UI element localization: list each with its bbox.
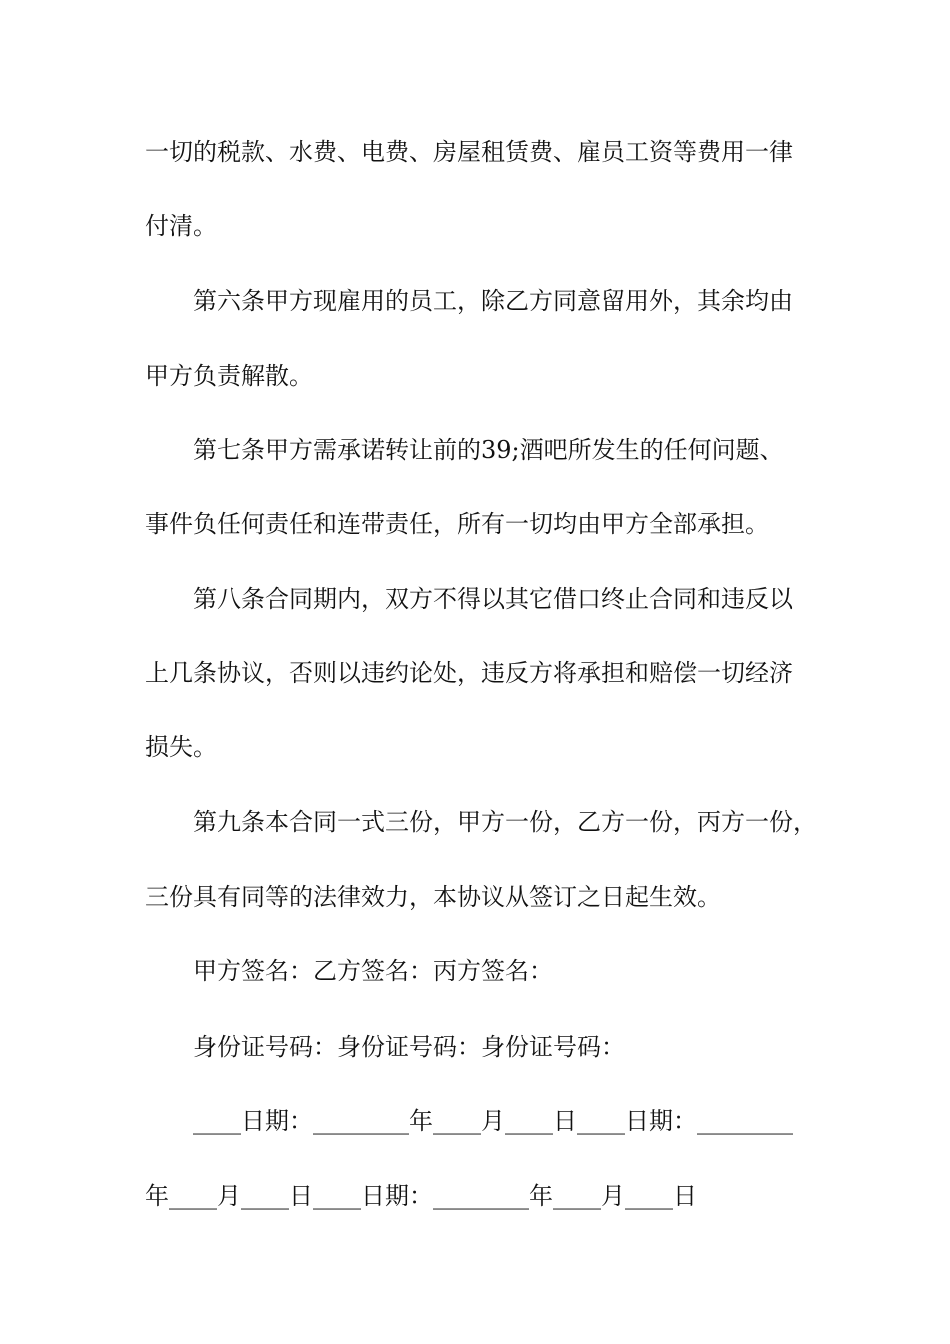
text-line: ____日期：________年____月____日____日期：________ — [193, 1107, 793, 1135]
text-line: 甲方签名：乙方签名：丙方签名： — [193, 957, 553, 985]
text-line: 第八条合同期内，双方不得以其它借口终止合同和违反以 — [193, 585, 793, 613]
text-line: 事件负任何责任和连带责任，所有一切均由甲方全部承担。 — [145, 510, 769, 538]
text-line: 损失。 — [145, 733, 217, 761]
text-line: 上几条协议，否则以违约论处，违反方将承担和赔偿一切经济 — [145, 659, 793, 687]
text-line: 年____月____日____日期：________年____月____日 — [145, 1182, 697, 1210]
text-line: 身份证号码：身份证号码：身份证号码： — [193, 1033, 625, 1061]
text-line: 付清。 — [145, 212, 217, 240]
text-line: 一切的税款、水费、电费、房屋租赁费、雇员工资等费用一律 — [145, 138, 793, 166]
text-line: 第六条甲方现雇用的员工，除乙方同意留用外，其余均由 — [193, 287, 793, 315]
text-line: 甲方负责解散。 — [145, 362, 313, 390]
text-line: 三份具有同等的法律效力，本协议从签订之日起生效。 — [145, 883, 721, 911]
text-line: 第七条甲方需承诺转让前的39;酒吧所发生的任何问题、 — [193, 436, 784, 464]
text-line: 第九条本合同一式三份，甲方一份，乙方一份，丙方一份， — [193, 808, 817, 836]
